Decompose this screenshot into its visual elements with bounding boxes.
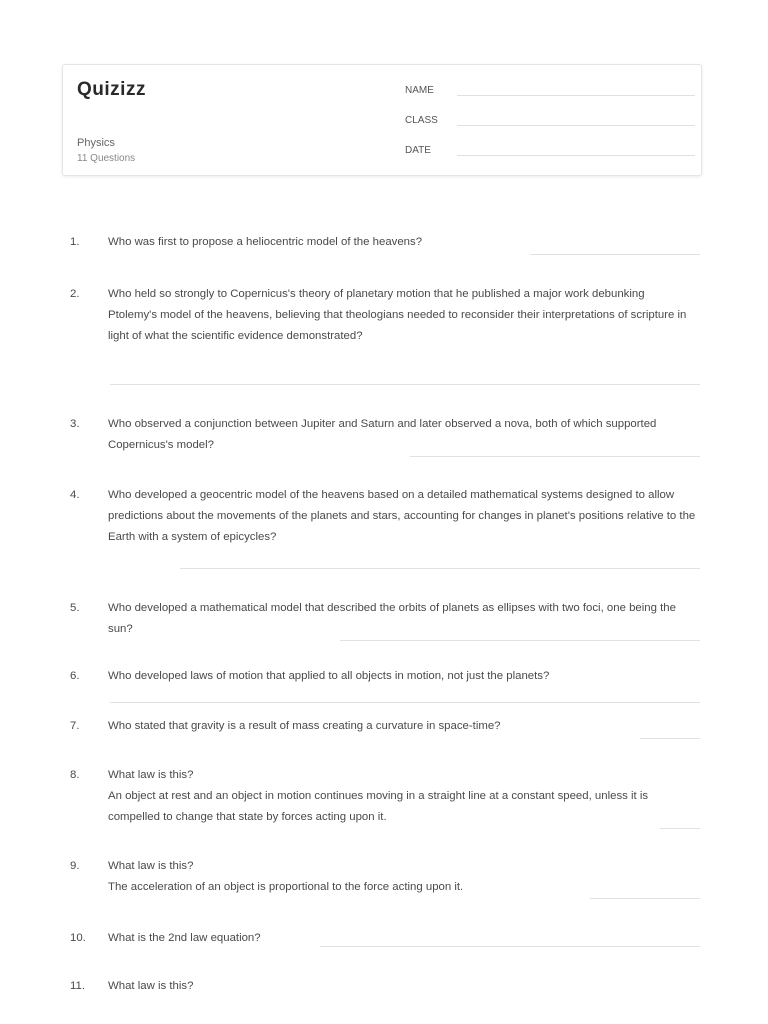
question-number: 10. [70, 932, 86, 944]
question-text: Who held so strongly to Copernicus's theory of planetary motion that he published a major work debunking Ptolemy's model of the heavens, believing that theologians needed to reconsider their interpretations of scripture in light of what the scientific evidence demonstrated? [108, 288, 687, 342]
question-number: 5. [70, 602, 80, 614]
question-prompt: What law is this? [108, 860, 194, 872]
question-statement: An object at rest and an object in motion continues moving in a straight line at a constant speed, unless it is compelled to change that state by forces acting upon it. [108, 790, 649, 823]
question-number: 4. [70, 489, 80, 501]
class-field[interactable] [405, 115, 695, 126]
date-line[interactable] [457, 145, 695, 156]
question-number: 2. [70, 288, 80, 300]
answer-line-10[interactable] [320, 946, 700, 947]
question-text [108, 765, 693, 828]
question-number: 3. [70, 418, 80, 430]
name-line[interactable] [457, 85, 695, 96]
question-text: Who observed a conjunction between Jupiter and Saturn and later observed a nova, both of which supported Copernicus's model? [108, 418, 657, 451]
question-text: What law is this? [108, 980, 194, 992]
subject-title: Physics [77, 137, 115, 149]
answer-line-6[interactable] [110, 702, 700, 703]
question-prompt: What law is this? [108, 769, 194, 781]
question-number: 6. [70, 670, 80, 682]
answer-line-4[interactable] [180, 568, 700, 569]
question-number: 9. [70, 860, 80, 872]
question-count: 11 Questions [77, 153, 136, 164]
question-text: Who stated that gravity is a result of mass creating a curvature in space-time? [108, 720, 501, 732]
answer-line-3[interactable] [410, 456, 700, 457]
question-text [108, 856, 693, 898]
question-text: Who developed a geocentric model of the heavens based on a detailed mathematical systems designed to allow predictions about the movements of the planets and stars, accounting for changes in planet's positions relative to the Earth with a system of epicycles? [108, 489, 696, 543]
class-line[interactable] [457, 115, 695, 126]
name-label: NAME [405, 85, 434, 96]
date-field[interactable] [405, 145, 695, 156]
question-text: Who was first to propose a heliocentric model of the heavens? [108, 236, 423, 248]
question-text: Who developed laws of motion that applied to all objects in motion, not just the planets? [108, 670, 550, 682]
question-number: 1. [70, 236, 80, 248]
answer-line-8[interactable] [660, 828, 700, 829]
answer-line-1[interactable] [530, 254, 700, 255]
answer-line-7[interactable] [640, 738, 700, 739]
quizizz-logo: Quizizz [77, 79, 146, 100]
date-label: DATE [405, 145, 431, 156]
question-statement: The acceleration of an object is proportional to the force acting upon it. [108, 881, 464, 893]
class-label: CLASS [405, 115, 438, 126]
worksheet-header [62, 64, 702, 176]
question-number: 7. [70, 720, 80, 732]
answer-line-5[interactable] [340, 640, 700, 641]
question-text: Who developed a mathematical model that described the orbits of planets as ellipses with two foci, one being the sun? [108, 602, 676, 635]
answer-line-2[interactable] [110, 384, 700, 385]
question-number: 8. [70, 769, 80, 781]
answer-line-9[interactable] [590, 898, 700, 899]
name-field[interactable] [405, 85, 695, 96]
question-number: 11. [70, 980, 85, 992]
question-text: What is the 2nd law equation? [108, 932, 261, 944]
